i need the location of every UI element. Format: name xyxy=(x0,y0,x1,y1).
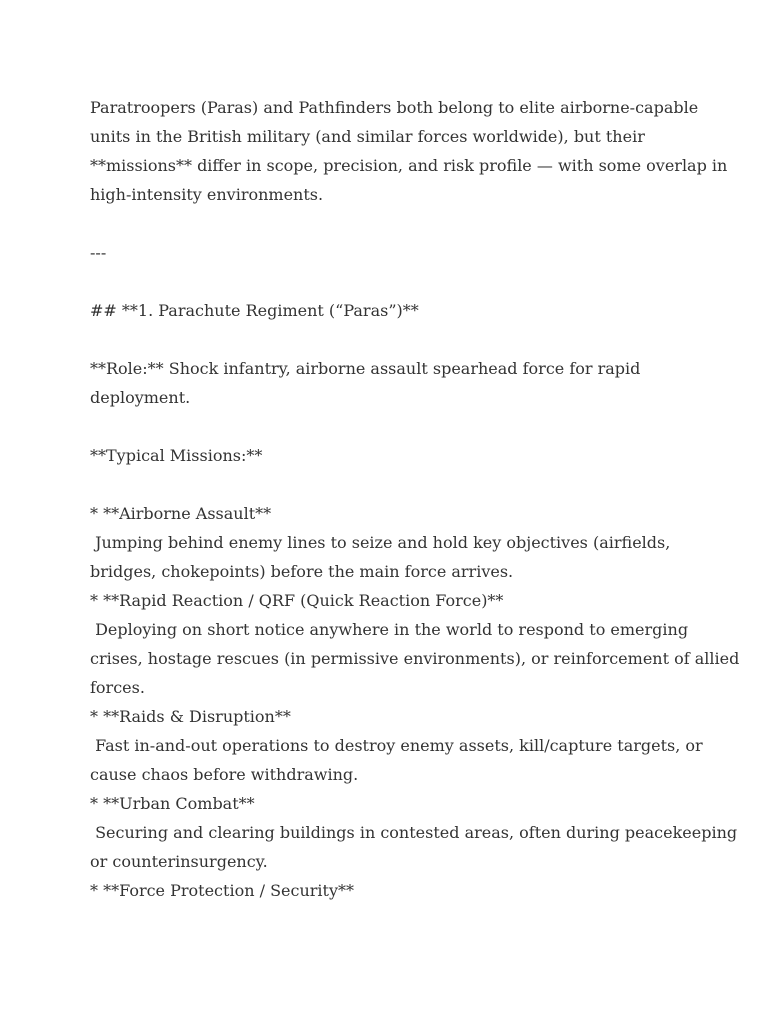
mission-desc-line: cause chaos before withdrawing. xyxy=(90,765,359,784)
list-item xyxy=(90,789,738,876)
separator: --- xyxy=(90,243,107,262)
section-heading: ## **1. Parachute Regiment (“Paras”)** xyxy=(90,301,419,320)
list-item xyxy=(90,499,690,586)
mission-desc-line: crises, hostage rescues (in permissive environments), or reinforcement of allied xyxy=(90,649,740,668)
mission-title: * **Raids & Disruption** xyxy=(90,707,291,726)
mission-title: * **Force Protection / Security** xyxy=(90,881,354,900)
spacer xyxy=(90,470,690,499)
list-item xyxy=(90,876,690,905)
role-line: deployment. xyxy=(90,388,191,407)
mission-desc-line: Jumping behind enemy lines to seize and hold key objectives (airfields, xyxy=(90,533,671,552)
role-line: **Role:** Shock infantry, airborne assault spearhead force for rapid xyxy=(90,359,641,378)
intro-paragraph xyxy=(90,93,728,209)
document-body xyxy=(90,93,740,905)
spacer xyxy=(90,267,690,296)
mission-title: * **Airborne Assault** xyxy=(90,504,272,523)
mission-desc-line: Deploying on short notice anywhere in the world to respond to emerging xyxy=(90,620,689,639)
intro-line: units in the British military (and similar forces worldwide), but their xyxy=(90,127,645,146)
list-item xyxy=(90,586,740,702)
missions-label: **Typical Missions:** xyxy=(90,446,263,465)
spacer xyxy=(90,412,690,441)
intro-line: Paratroopers (Paras) and Pathfinders both belong to elite airborne-capable xyxy=(90,98,699,117)
missions-list xyxy=(90,499,740,905)
mission-title: * **Urban Combat** xyxy=(90,794,255,813)
mission-desc-line: Fast in-and-out operations to destroy enemy assets, kill/capture targets, or xyxy=(90,736,703,755)
mission-desc-line: Securing and clearing buildings in contested areas, often during peacekeeping xyxy=(90,823,738,842)
mission-desc-line: forces. xyxy=(90,678,145,697)
mission-desc-line: bridges, chokepoints) before the main force arrives. xyxy=(90,562,514,581)
spacer xyxy=(90,209,690,238)
intro-line: high-intensity environments. xyxy=(90,185,324,204)
spacer xyxy=(90,325,690,354)
intro-line: **missions** differ in scope, precision, and risk profile — with some overlap in xyxy=(90,156,728,175)
role-paragraph xyxy=(90,354,690,412)
list-item xyxy=(90,702,703,789)
mission-desc-line: or counterinsurgency. xyxy=(90,852,268,871)
mission-title: * **Rapid Reaction / QRF (Quick Reaction Force)** xyxy=(90,591,504,610)
